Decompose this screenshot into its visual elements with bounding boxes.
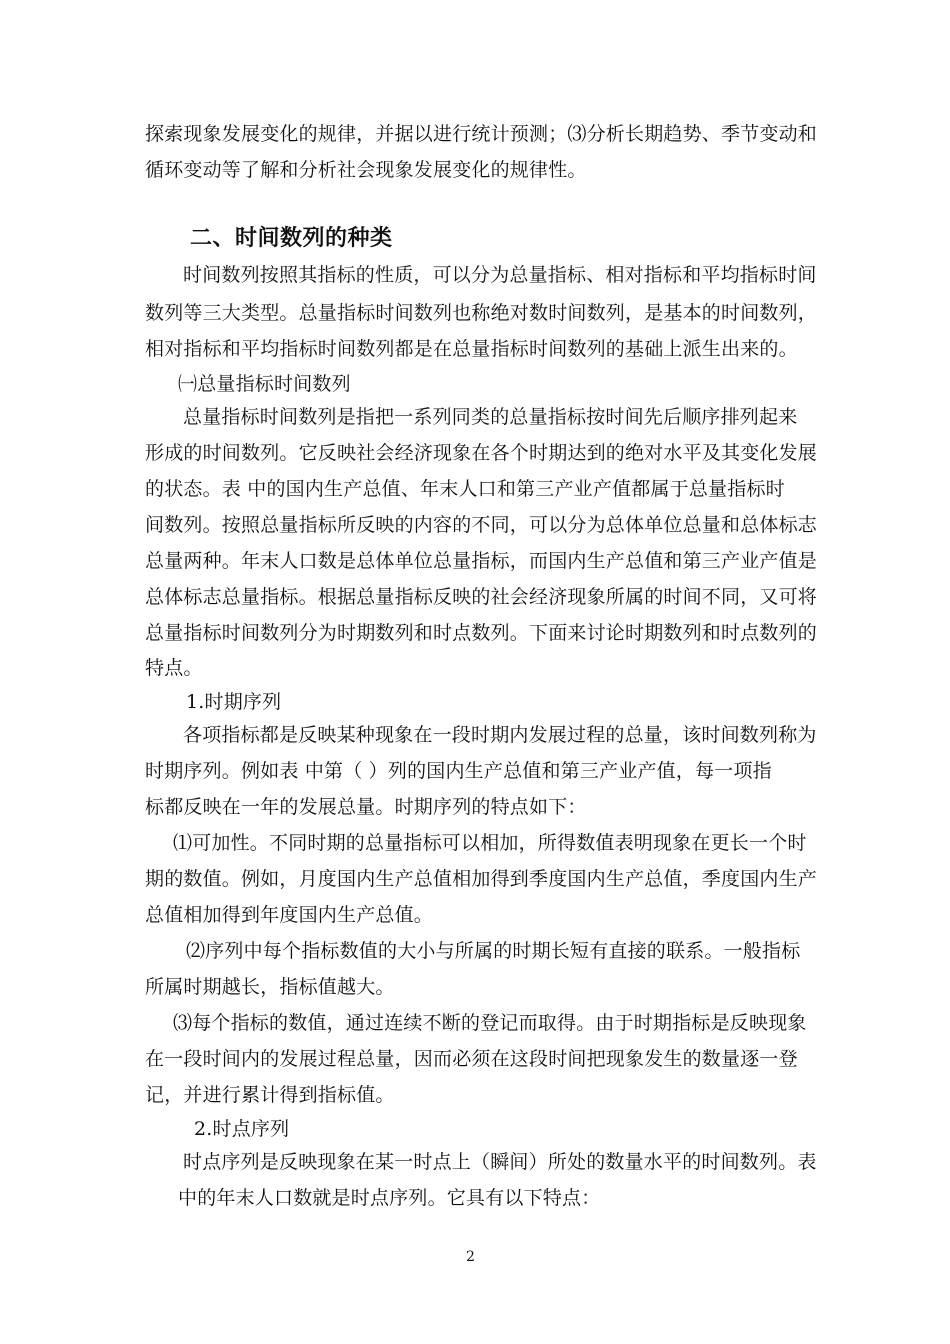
feature-2-line-2: 所属时期越长，指标值越大。 [145, 976, 395, 998]
section-para-line-1: 时间数列按照其指标的性质，可以分为总量指标、相对指标和平均指标时间 [183, 264, 817, 286]
subsection-1-line-6: 总体标志总量指标。根据总量指标反映的社会经济现象所属的时间不同，又可将 [145, 586, 818, 608]
intro-line-2: 循环变动等了解和分析社会现象发展变化的规律性。 [145, 159, 587, 181]
subsection-1-line-3: 的状态。表 中的国内生产总值、年末人口和第三产业产值都属于总量指标时 [145, 478, 785, 500]
feature-2-line-1: ⑵序列中每个指标数值的大小与所属的时期长短有直接的联系。一般指标 [186, 940, 801, 962]
feature-3-line-2: 在一段时间内的发展过程总量，因而必须在这段时间把现象发生的数量逐一登 [145, 1048, 798, 1070]
item-2-line-1: 时点序列是反映现象在某一时点上（瞬间）所处的数量水平的时间数列。表 [183, 1151, 817, 1173]
feature-1-line-3: 总值相加得到年度国内生产总值。 [145, 904, 434, 926]
subsection-1-line-2: 形成的时间数列。它反映社会经济现象在各个时期达到的绝对水平及其变化发展 [145, 442, 818, 464]
feature-3-line-3: 记，并进行累计得到指标值。 [145, 1084, 395, 1106]
feature-1-line-1: ⑴可加性。不同时期的总量指标可以相加，所得数值表明现象在更长一个时 [173, 832, 807, 854]
item-2-title: 2.时点序列 [194, 1118, 290, 1140]
section-heading: 二、时间数列的种类 [190, 226, 393, 251]
page-number: 2 [466, 1249, 475, 1265]
subsection-1-line-7: 总量指标时间数列分为时期数列和时点数列。下面来讨论时期数列和时点数列的 [145, 622, 818, 644]
item-1-line-3: 标都反映在一年的发展总量。时期序列的特点如下： [145, 796, 587, 818]
subsection-1-title: ㈠总量指标时间数列 [178, 373, 351, 395]
section-para-line-2: 数列等三大类型。总量指标时间数列也称绝对数时间数列，是基本的时间数列， [145, 302, 818, 324]
subsection-1-line-5: 总量两种。年末人口数是总体单位总量指标，而国内生产总值和第三产业产值是 [145, 550, 818, 572]
subsection-1-line-4: 间数列。按照总量指标所反映的内容的不同，可以分为总体单位总量和总体标志 [145, 514, 818, 536]
feature-1-line-2: 期的数值。例如，月度国内生产总值相加得到季度国内生产总值，季度国内生产 [145, 868, 818, 890]
item-1-line-2: 时期序列。例如表 中第（ ）列的国内生产总值和第三产业产值，每一项指 [145, 760, 772, 782]
item-2-line-2: 中的年末人口数就是时点序列。它具有以下特点： [178, 1187, 601, 1209]
feature-3-line-1: ⑶每个指标的数值，通过连续不断的登记而取得。由于时期指标是反映现象 [173, 1012, 807, 1034]
intro-line-1: 探索现象发展变化的规律，并据以进行统计预测；⑶分析长期趋势、季节变动和 [145, 123, 818, 145]
section-para-line-3: 相对指标和平均指标时间数列都是在总量指标时间数列的基础上派生出来的。 [145, 338, 798, 360]
subsection-1-line-1: 总量指标时间数列是指把一系列同类的总量指标按时间先后顺序排列起来 [183, 406, 798, 428]
item-1-line-1: 各项指标都是反映某种现象在一段时期内发展过程的总量，该时间数列称为 [183, 724, 817, 746]
item-1-title: 1.时期序列 [186, 691, 282, 713]
subsection-1-line-8: 特点。 [145, 657, 203, 679]
